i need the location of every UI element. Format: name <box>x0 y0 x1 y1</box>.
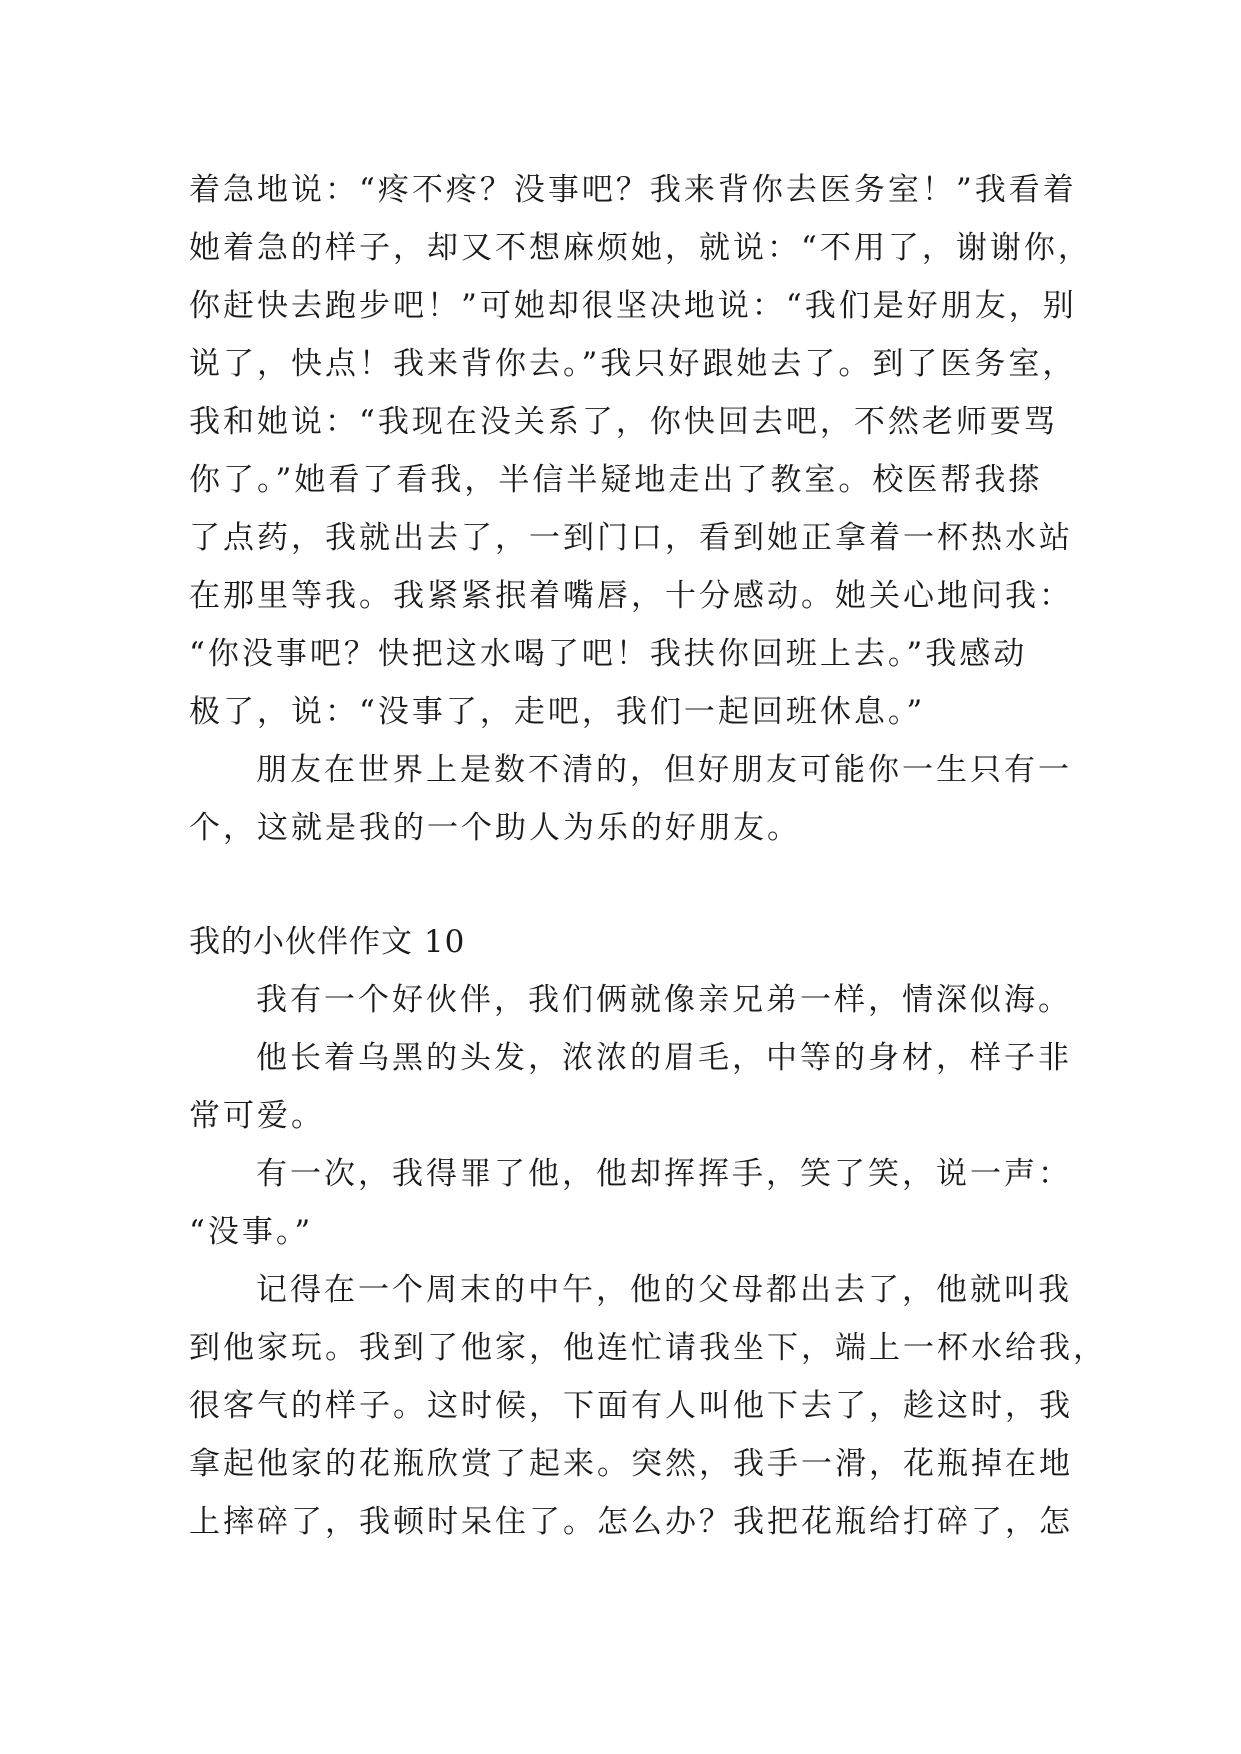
paragraph-line: 你了。”她看了看我，半信半疑地走出了教室。校医帮我搽 <box>189 462 1043 498</box>
paragraph-line: 很客气的样子。这时候，下面有人叫他下去了，趁这时，我 <box>189 1388 1073 1424</box>
paragraph-line: 我有一个好伙伴，我们俩就像亲兄弟一样，情深似海。 <box>256 982 1072 1018</box>
paragraph-line: 朋友在世界上是数不清的，但好朋友可能你一生只有一 <box>256 752 1072 788</box>
paragraph-line: 着急地说：“疼不疼？没事吧？我来背你去医务室！”我看着 <box>189 172 1077 208</box>
paragraph-line: 到他家玩。我到了他家，他连忙请我坐下，端上一杯水给我， <box>189 1330 1107 1366</box>
paragraph-line: 有一次，我得罪了他，他却挥挥手，笑了笑，说一声： <box>256 1156 1072 1192</box>
paragraph-line: 她着急的样子，却又不想麻烦她，就说：“不用了，谢谢你， <box>189 230 1092 266</box>
essay-title: 我的小伙伴作文 10 <box>189 924 466 960</box>
paragraph-line: 了点药，我就出去了，一到门口，看到她正拿着一杯热水站 <box>189 520 1073 556</box>
paragraph-line: 他长着乌黑的头发，浓浓的眉毛，中等的身材，样子非 <box>256 1040 1072 1076</box>
paragraph-line: “你没事吧？快把这水喝了吧！我扶你回班上去。”我感动 <box>189 636 1028 672</box>
paragraph-line: 上摔碎了，我顿时呆住了。怎么办？我把花瓶给打碎了，怎 <box>189 1504 1073 1540</box>
paragraph-line: 极了，说：“没事了，走吧，我们一起回班休息。” <box>189 694 926 730</box>
paragraph-line: 拿起他家的花瓶欣赏了起来。突然，我手一滑，花瓶掉在地 <box>189 1446 1073 1482</box>
paragraph-line: 常可爱。 <box>189 1098 325 1134</box>
paragraph-line: 在那里等我。我紧紧抿着嘴唇，十分感动。她关心地问我： <box>189 578 1073 614</box>
paragraph-line: 个，这就是我的一个助人为乐的好朋友。 <box>189 810 801 846</box>
paragraph-line: 记得在一个周末的中午，他的父母都出去了，他就叫我 <box>256 1272 1072 1308</box>
paragraph-line: 我和她说：“我现在没关系了，你快回去吧，不然老师要骂 <box>189 404 1058 440</box>
paragraph-line: 说了，快点！我来背你去。”我只好跟她去了。到了医务室， <box>189 346 1077 382</box>
paragraph-line: “没事。” <box>189 1214 314 1250</box>
paragraph-line: 你赶快去跑步吧！”可她却很坚决地说：“我们是好朋友，别 <box>189 288 1077 324</box>
